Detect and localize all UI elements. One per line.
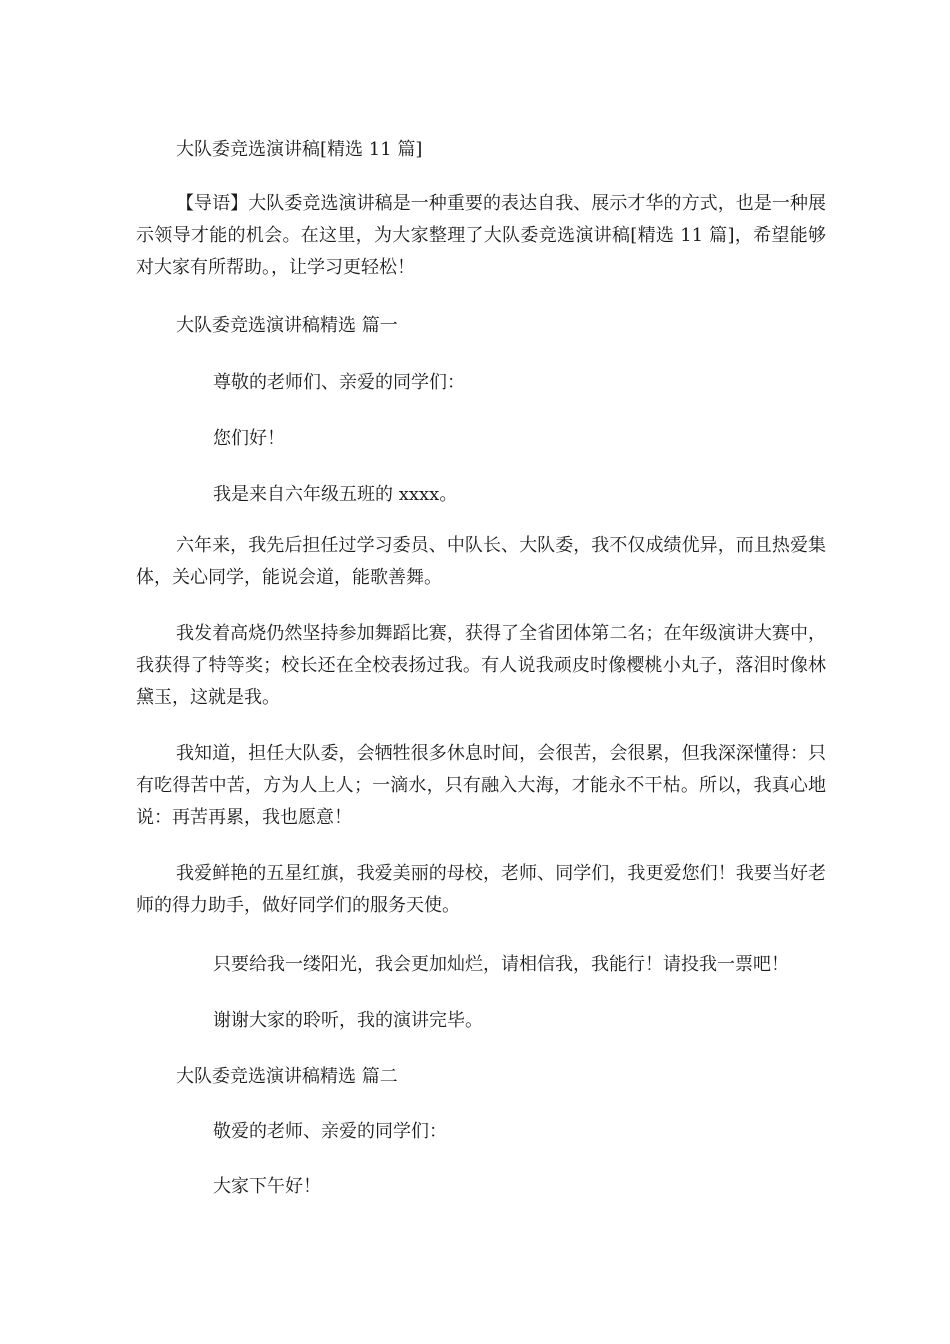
greeting-1: 您们好！ (213, 428, 285, 449)
section-heading-1: 大队委竞选演讲稿精选 篇一 (176, 315, 398, 336)
paragraph-closing: 谢谢大家的聆听，我的演讲完毕。 (213, 1010, 483, 1031)
paragraph-experience-text: 六年来，我先后担任过学习委员、中队长、大队委，我不仅成绩优异，而且热爱集体，关心同学，能说会道，能歌善舞。 (136, 535, 826, 588)
section-heading-2: 大队委竞选演讲稿精选 篇二 (176, 1066, 398, 1087)
intro-paragraph (136, 188, 826, 284)
paragraph-achievements (136, 618, 826, 714)
salutation-1: 尊敬的老师们、亲爱的同学们： (213, 372, 465, 393)
paragraph-love (136, 858, 826, 922)
paragraph-commitment (136, 738, 826, 834)
paragraph-intro-self: 我是来自六年级五班的 xxxx。 (213, 484, 458, 505)
paragraph-achievements-text: 我发着高烧仍然坚持参加舞蹈比赛，获得了全省团体第二名；在年级演讲大赛中，我获得了特等奖；校长还在全校表扬过我。有人说我顽皮时像樱桃小丸子，落泪时像林黛玉，这就是我。 (136, 623, 826, 708)
document-title: 大队委竞选演讲稿[精选 11 篇] (176, 139, 423, 160)
intro-text: 【导语】大队委竞选演讲稿是一种重要的表达自我、展示才华的方式，也是一种展示领导才能的机会。在这里，为大家整理了大队委竞选演讲稿[精选 11 篇]，希望能够对大家有所帮助。，让学习更轻松！ (136, 193, 826, 278)
paragraph-commitment-text: 我知道，担任大队委，会牺牲很多休息时间，会很苦，会很累，但我深深懂得：只有吃得苦中苦，方为人上人；一滴水，只有融入大海，才能永不干枯。所以，我真心地说：再苦再累，我也愿意！ (136, 743, 826, 828)
greeting-2: 大家下午好！ (213, 1176, 321, 1197)
salutation-2: 敬爱的老师、亲爱的同学们： (213, 1121, 447, 1142)
paragraph-vote: 只要给我一缕阳光，我会更加灿烂，请相信我，我能行！请投我一票吧！ (213, 954, 789, 975)
paragraph-experience (136, 530, 826, 594)
paragraph-love-text: 我爱鲜艳的五星红旗，我爱美丽的母校，老师、同学们，我更爱您们！我要当好老师的得力助手，做好同学们的服务天使。 (136, 863, 826, 916)
